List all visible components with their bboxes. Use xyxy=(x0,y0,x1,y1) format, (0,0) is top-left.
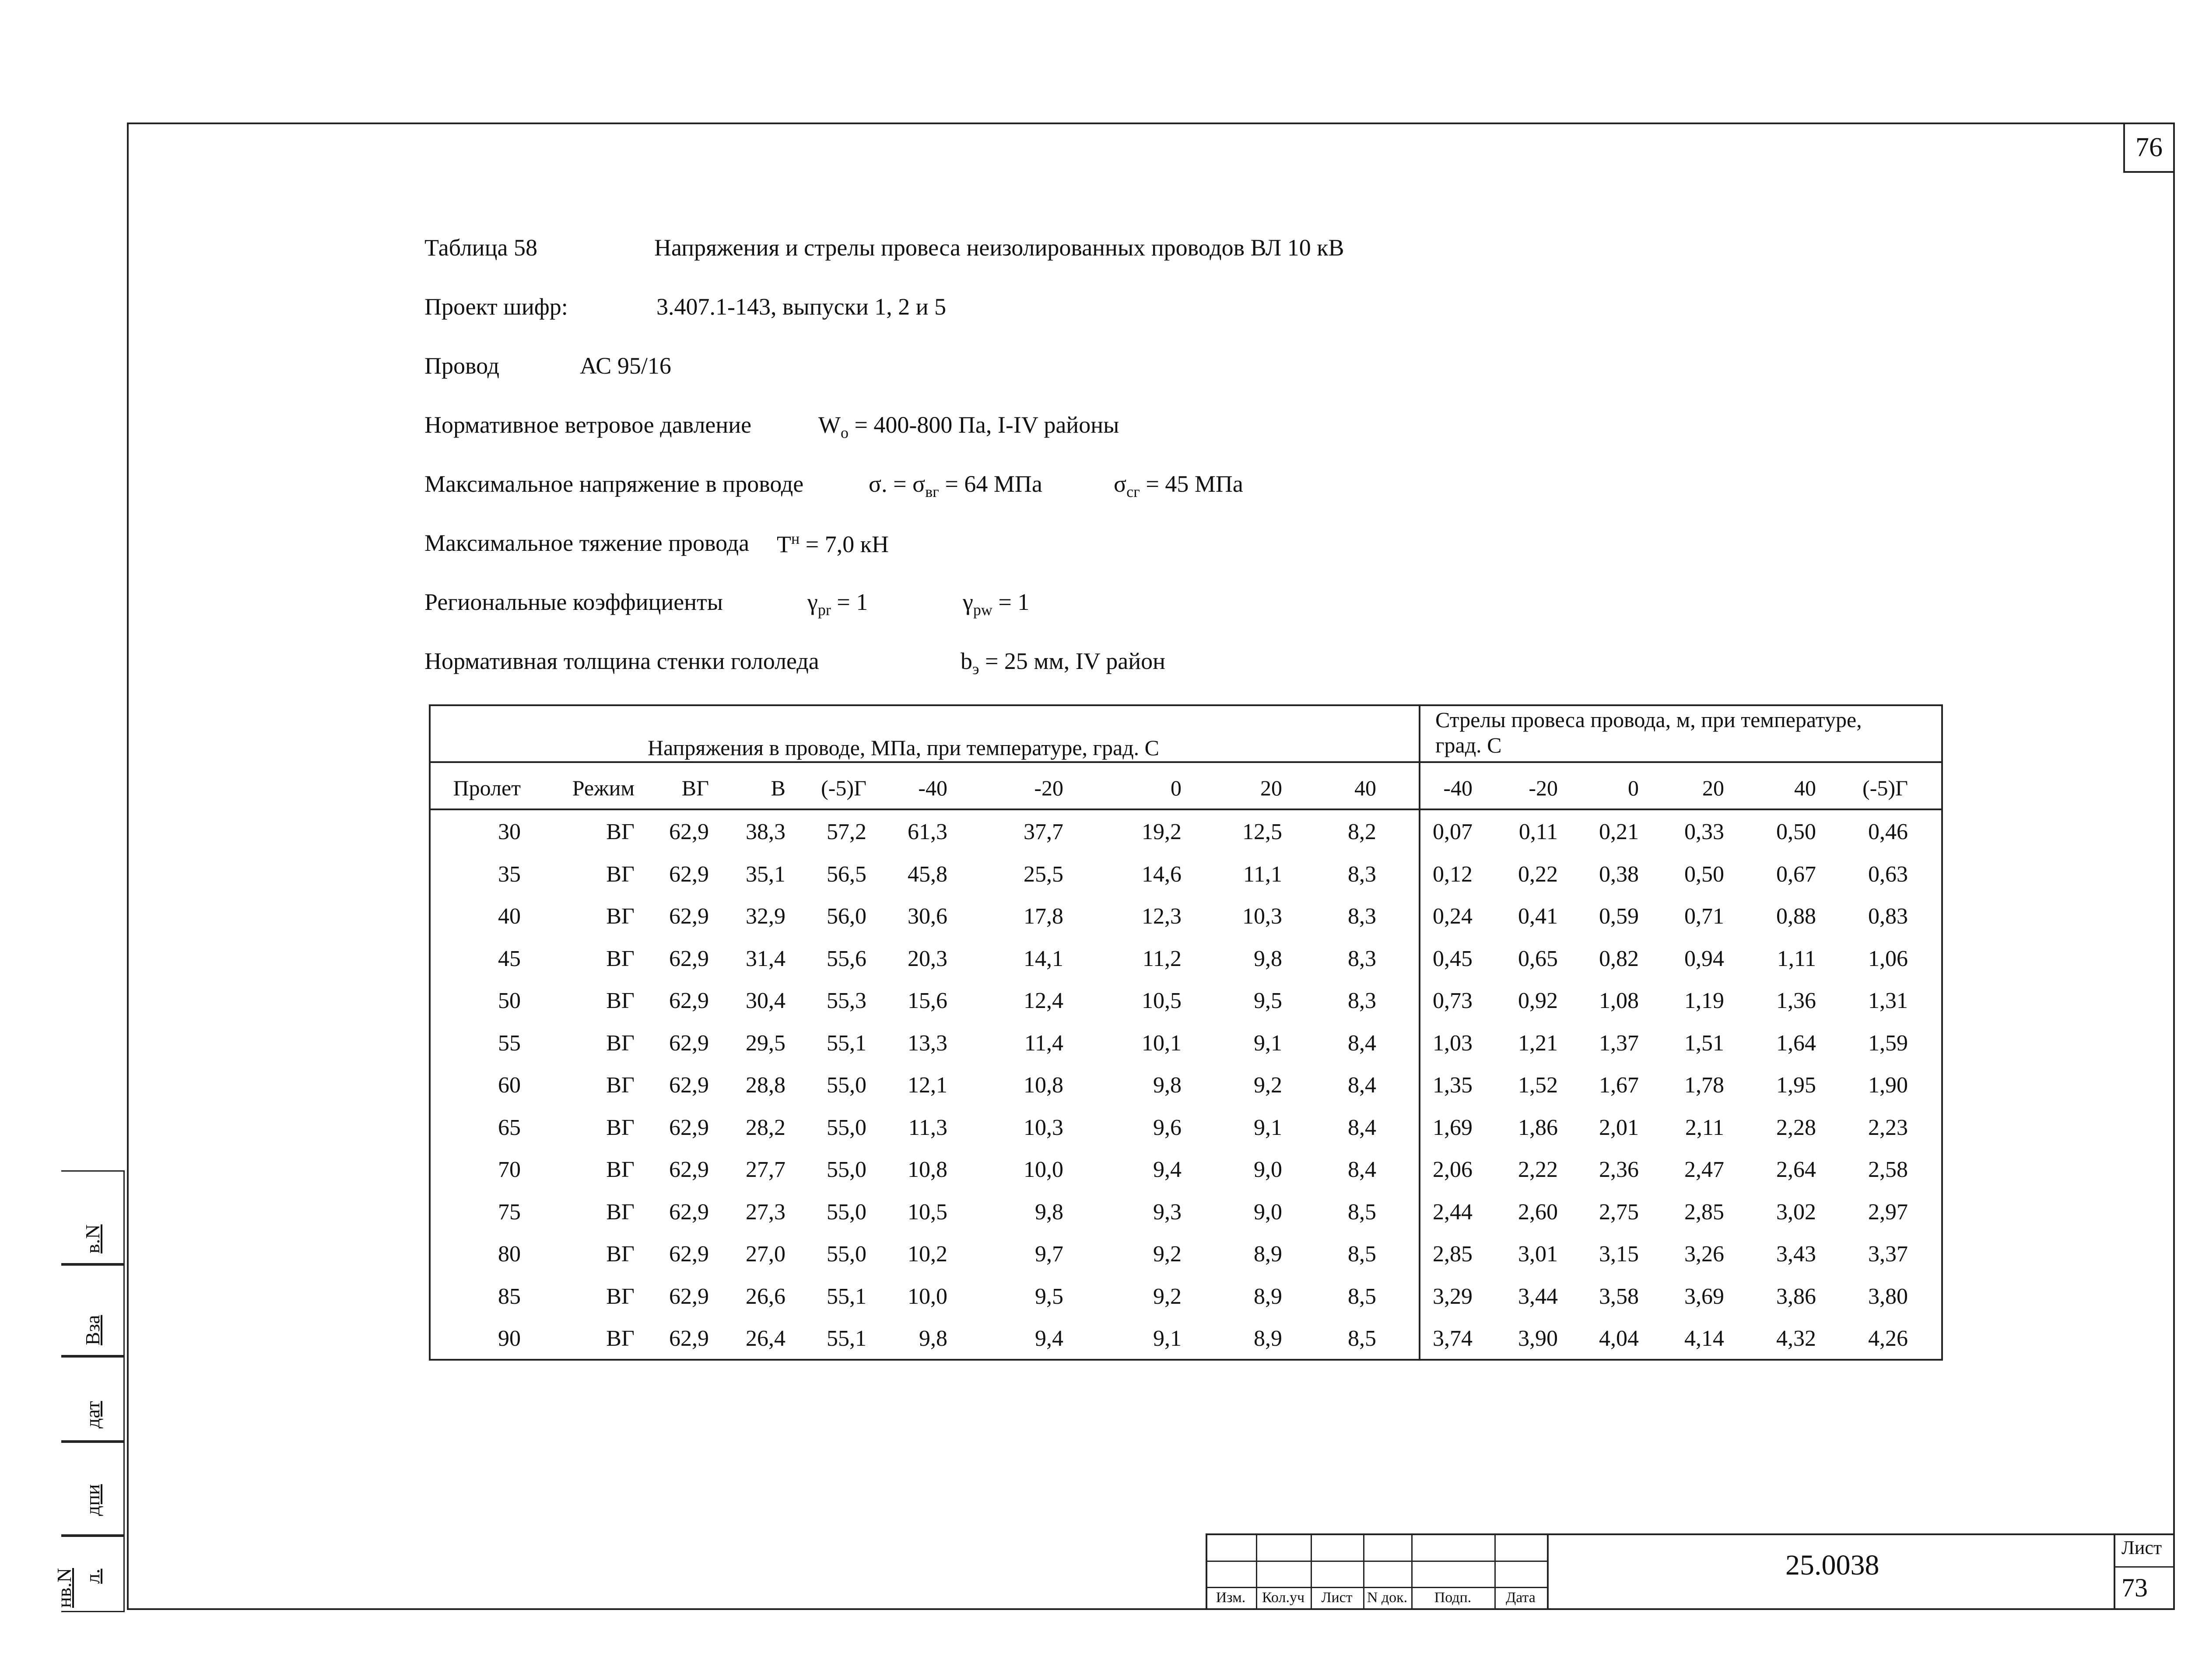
table-cell: 10,1 xyxy=(1142,1030,1182,1056)
table-cell: 11,4 xyxy=(1024,1030,1063,1056)
table-row xyxy=(429,1326,1943,1368)
table-cell: 8,5 xyxy=(1348,1326,1376,1351)
table-cell: 10,8 xyxy=(1024,1073,1063,1098)
stamp-grid-right-rule xyxy=(1547,1533,1549,1610)
table-cell: 9,8 xyxy=(1153,1073,1182,1098)
stamp-label: Подп. xyxy=(1434,1589,1472,1606)
table-cell: 1,51 xyxy=(1684,1030,1724,1056)
table-cell: 70 xyxy=(498,1157,521,1182)
table-cell: 1,03 xyxy=(1433,1030,1473,1056)
table-cell: 8,4 xyxy=(1348,1073,1376,1098)
column-header: 20 xyxy=(1260,776,1282,800)
group1-title: Напряжения в проводе, МПа, при температуре, град. С xyxy=(648,735,1159,760)
table-row xyxy=(429,819,1943,861)
table-cell: 9,0 xyxy=(1254,1199,1282,1225)
table-cell: 2,36 xyxy=(1599,1157,1639,1182)
project-value: 3.407.1-143, выпуски 1, 2 и 5 xyxy=(656,294,947,320)
stamp-label: Изм. xyxy=(1216,1589,1246,1606)
table-cell: 0,71 xyxy=(1684,904,1724,929)
table-cell: 8,3 xyxy=(1348,861,1376,887)
table-cell: 55,0 xyxy=(827,1199,866,1225)
table-cell: 1,52 xyxy=(1518,1073,1558,1098)
column-header-rule xyxy=(429,808,1943,810)
table-cell: 55,1 xyxy=(827,1326,866,1351)
table-cell: 3,44 xyxy=(1518,1284,1558,1309)
table-cell: 62,9 xyxy=(669,1030,709,1056)
table-row xyxy=(429,1030,1943,1072)
table-row xyxy=(429,1157,1943,1199)
table-cell: 9,7 xyxy=(1035,1242,1063,1267)
coef-pr: $\gamma_{pr} = 1$ xyxy=(807,589,868,619)
table-cell: 0,38 xyxy=(1599,861,1639,887)
table-cell: 8,5 xyxy=(1348,1242,1376,1267)
table-cell: 13,3 xyxy=(908,1030,947,1056)
table-cell: 3,74 xyxy=(1433,1326,1473,1351)
table-cell: 62,9 xyxy=(669,1199,709,1225)
table-cell: 1,11 xyxy=(1777,946,1816,971)
table-cell: 1,08 xyxy=(1599,988,1639,1013)
strip-label-1: в.N xyxy=(81,1224,104,1253)
column-header: -40 xyxy=(1443,776,1473,800)
table-cell: ВГ xyxy=(606,988,635,1013)
table-cell: 0,92 xyxy=(1518,988,1558,1013)
table-cell: 1,69 xyxy=(1433,1115,1473,1140)
table-cell: 62,9 xyxy=(669,1157,709,1182)
table-cell: 55 xyxy=(498,1030,521,1056)
tension-value: $T^н = 7,0$ кН xyxy=(777,530,889,557)
table-cell: 27,0 xyxy=(746,1242,785,1267)
table-cell: 65 xyxy=(498,1115,521,1140)
table-cell: 9,2 xyxy=(1153,1242,1182,1267)
table-cell: 30 xyxy=(498,819,521,844)
table-cell: 9,1 xyxy=(1153,1326,1182,1351)
table-cell: ВГ xyxy=(606,1073,635,1098)
table-cell: 0,22 xyxy=(1518,861,1558,887)
table-cell: 3,29 xyxy=(1433,1284,1473,1309)
table-cell: 55,0 xyxy=(827,1157,866,1182)
table-cell: 62,9 xyxy=(669,1073,709,1098)
table-cell: 8,9 xyxy=(1254,1284,1282,1309)
table-cell: 12,1 xyxy=(908,1073,947,1098)
table-cell: 1,19 xyxy=(1684,988,1724,1013)
table-cell: 8,3 xyxy=(1348,946,1376,971)
table-cell: 9,8 xyxy=(919,1326,947,1351)
table-cell: 8,3 xyxy=(1348,988,1376,1013)
table-cell: 2,22 xyxy=(1518,1157,1558,1182)
table-cell: 9,8 xyxy=(1254,946,1282,971)
left-margin-strip xyxy=(53,1170,125,1612)
sheet-label: Лист xyxy=(2121,1537,2162,1558)
table-cell: ВГ xyxy=(606,1030,635,1056)
coef-pw: $\gamma_{pw} = 1$ xyxy=(963,589,1030,619)
table-cell: 8,5 xyxy=(1348,1284,1376,1309)
column-header: 0 xyxy=(1171,776,1182,800)
stamp-top-rule xyxy=(1206,1533,2175,1535)
column-header: -20 xyxy=(1529,776,1558,800)
table-cell: 62,9 xyxy=(669,1115,709,1140)
table-row xyxy=(429,861,1943,903)
tension-label: Максимальное тяжение провода xyxy=(424,530,750,556)
table-cell: 0,07 xyxy=(1433,819,1473,844)
table-cell: 55,6 xyxy=(827,946,866,971)
table-cell: 40 xyxy=(498,904,521,929)
table-cell: 8,5 xyxy=(1348,1199,1376,1225)
table-cell: 28,2 xyxy=(746,1115,785,1140)
table-cell: 1,31 xyxy=(1868,988,1908,1013)
table-cell: 14,6 xyxy=(1142,861,1182,887)
table-cell: 15,6 xyxy=(908,988,947,1013)
table-cell: 0,88 xyxy=(1776,904,1816,929)
table-cell: 2,64 xyxy=(1776,1157,1816,1182)
table-cell: 35 xyxy=(498,861,521,887)
stress-value-1: σ. = $\sigma_{вг} = 64$ МПа xyxy=(869,471,1042,500)
table-cell: 62,9 xyxy=(669,946,709,971)
wire-value: АС 95/16 xyxy=(580,353,671,379)
table-cell: ВГ xyxy=(606,1199,635,1225)
sheet-number: 73 xyxy=(2121,1573,2148,1602)
wire-label: Провод xyxy=(424,353,500,379)
table-cell: 4,26 xyxy=(1868,1326,1908,1351)
table-row xyxy=(429,1072,1943,1114)
table-cell: 4,04 xyxy=(1599,1326,1639,1351)
column-header: 20 xyxy=(1702,776,1724,800)
table-cell: 0,12 xyxy=(1433,861,1473,887)
table-cell: 1,67 xyxy=(1599,1073,1639,1098)
table-cell: 2,01 xyxy=(1599,1115,1639,1140)
table-cell: ВГ xyxy=(606,1284,635,1309)
table-cell: 9,4 xyxy=(1035,1326,1063,1351)
table-cell: 26,4 xyxy=(746,1326,785,1351)
table-title: Напряжения и стрелы провеса неизолированных проводов ВЛ 10 кВ xyxy=(654,234,1344,261)
ice-value: $b_э = 25$ мм, IV район xyxy=(961,648,1166,678)
data-table-container xyxy=(429,704,1943,1361)
table-cell: 1,95 xyxy=(1776,1073,1816,1098)
table-cell: 0,94 xyxy=(1684,946,1724,971)
coef-label: Региональные коэффициенты xyxy=(424,589,723,615)
table-cell: 75 xyxy=(498,1199,521,1225)
table-cell: 55,3 xyxy=(827,988,866,1013)
title-block xyxy=(1206,1533,2175,1610)
column-header: (-5)Г xyxy=(821,776,866,800)
group2-title-line1: Стрелы провеса провода, м, при температуре, xyxy=(1435,707,1862,732)
table-cell: 9,1 xyxy=(1254,1030,1282,1056)
table-cell: 55,1 xyxy=(827,1030,866,1056)
table-cell: 37,7 xyxy=(1024,819,1063,844)
table-cell: 3,02 xyxy=(1776,1199,1816,1225)
table-cell: 2,97 xyxy=(1868,1199,1908,1225)
column-header: В xyxy=(771,776,785,800)
table-cell: 27,3 xyxy=(746,1199,785,1225)
table-cell: ВГ xyxy=(606,904,635,929)
column-header: 40 xyxy=(1794,776,1816,800)
table-cell: 2,85 xyxy=(1433,1242,1473,1267)
table-cell: 9,3 xyxy=(1153,1199,1182,1225)
table-cell: 10,0 xyxy=(1024,1157,1063,1182)
table-row xyxy=(429,1199,1943,1241)
column-header: Пролет xyxy=(453,776,521,800)
table-cell: 2,60 xyxy=(1518,1199,1558,1225)
table-cell: 8,4 xyxy=(1348,1157,1376,1182)
table-cell: 10,2 xyxy=(908,1242,947,1267)
table-cell: 62,9 xyxy=(669,1326,709,1351)
table-cell: 3,26 xyxy=(1684,1242,1724,1267)
table-cell: 9,8 xyxy=(1035,1199,1063,1225)
table-cell: 45,8 xyxy=(908,861,947,887)
stress-value-2: $\sigma_{сг} = 45$ МПа xyxy=(1114,471,1243,500)
table-cell: 30,4 xyxy=(746,988,785,1013)
table-cell: 1,64 xyxy=(1776,1030,1816,1056)
strip-label-3: дат xyxy=(81,1401,104,1428)
strip-label-4: дпи xyxy=(81,1484,104,1516)
column-header: (-5)Г xyxy=(1862,776,1908,800)
table-cell: 80 xyxy=(498,1242,521,1267)
table-cell: 2,44 xyxy=(1433,1199,1473,1225)
column-header: ВГ xyxy=(681,776,709,800)
table-cell: 1,36 xyxy=(1776,988,1816,1013)
table-cell: 12,5 xyxy=(1242,819,1282,844)
table-cell: 0,50 xyxy=(1684,861,1724,887)
table-cell: 10,5 xyxy=(1142,988,1182,1013)
table-cell: 61,3 xyxy=(908,819,947,844)
ice-label: Нормативная толщина стенки гололеда xyxy=(424,648,819,674)
table-cell: 62,9 xyxy=(669,861,709,887)
table-cell: 62,9 xyxy=(669,1242,709,1267)
table-cell: ВГ xyxy=(606,946,635,971)
wind-label: Нормативное ветровое давление xyxy=(424,412,752,438)
document-number: 25.0038 xyxy=(1785,1549,1879,1581)
table-cell: 0,67 xyxy=(1776,861,1816,887)
table-cell: 2,58 xyxy=(1868,1157,1908,1182)
table-row xyxy=(429,1115,1943,1157)
table-row xyxy=(429,988,1943,1030)
table-cell: 3,43 xyxy=(1776,1242,1816,1267)
sheet-divider xyxy=(2114,1566,2175,1568)
table-cell: 0,21 xyxy=(1599,819,1639,844)
table-row xyxy=(429,946,1943,988)
stamp-label: Дата xyxy=(1506,1589,1536,1606)
table-cell: 62,9 xyxy=(669,819,709,844)
table-cell: 1,21 xyxy=(1518,1030,1558,1056)
table-cell: 9,1 xyxy=(1254,1115,1282,1140)
table-cell: 11,2 xyxy=(1142,946,1182,971)
table-cell: 3,69 xyxy=(1684,1284,1724,1309)
table-cell: 20,3 xyxy=(908,946,947,971)
table-row xyxy=(429,1241,1943,1283)
column-header: Режим xyxy=(572,776,635,800)
table-cell: ВГ xyxy=(606,1242,635,1267)
table-cell: 9,4 xyxy=(1153,1157,1182,1182)
table-cell: 30,6 xyxy=(908,904,947,929)
table-cell: 56,0 xyxy=(827,904,866,929)
column-header: -20 xyxy=(1034,776,1063,800)
table-cell: 2,23 xyxy=(1868,1115,1908,1140)
table-cell: ВГ xyxy=(606,1115,635,1140)
stamp-row-rule xyxy=(1206,1561,1547,1562)
table-cell: 55,1 xyxy=(827,1284,866,1309)
stamp-label: Лист xyxy=(1321,1589,1353,1606)
table-cell: 60 xyxy=(498,1073,521,1098)
table-cell: 10,5 xyxy=(908,1199,947,1225)
table-cell: 0,82 xyxy=(1599,946,1639,971)
table-cell: 57,2 xyxy=(827,819,866,844)
group2-title-line2: град. С xyxy=(1435,733,1502,757)
table-cell: 0,59 xyxy=(1599,904,1639,929)
table-cell: 2,47 xyxy=(1684,1157,1724,1182)
table-cell: 0,11 xyxy=(1518,819,1558,844)
table-cell: 3,15 xyxy=(1599,1242,1639,1267)
table-cell: 9,0 xyxy=(1254,1157,1282,1182)
table-cell: 9,6 xyxy=(1153,1115,1182,1140)
table-cell: 9,5 xyxy=(1254,988,1282,1013)
table-cell: 14,1 xyxy=(1024,946,1063,971)
table-cell: 4,32 xyxy=(1776,1326,1816,1351)
table-cell: 45 xyxy=(498,946,521,971)
table-cell: 0,73 xyxy=(1433,988,1473,1013)
table-cell: 9,2 xyxy=(1254,1073,1282,1098)
table-cell: 17,8 xyxy=(1024,904,1063,929)
table-cell: ВГ xyxy=(606,1157,635,1182)
table-cell: 0,45 xyxy=(1433,946,1473,971)
stress-label: Максимальное напряжение в проводе xyxy=(424,471,804,497)
table-cell: 3,01 xyxy=(1518,1242,1558,1267)
page-number: 76 xyxy=(2123,122,2175,173)
table-cell: 50 xyxy=(498,988,521,1013)
table-cell: 90 xyxy=(498,1326,521,1351)
table-cell: 1,37 xyxy=(1599,1030,1639,1056)
table-cell: 62,9 xyxy=(669,988,709,1013)
table-cell: 4,14 xyxy=(1684,1326,1724,1351)
column-header: -40 xyxy=(918,776,947,800)
table-cell: 8,4 xyxy=(1348,1115,1376,1140)
table-cell: 2,75 xyxy=(1599,1199,1639,1225)
table-cell: 0,83 xyxy=(1868,904,1908,929)
table-cell: 0,24 xyxy=(1433,904,1473,929)
stamp-label: Кол.уч xyxy=(1262,1589,1305,1606)
table-cell: 10,0 xyxy=(908,1284,947,1309)
table-cell: 0,46 xyxy=(1868,819,1908,844)
table-cell: 2,85 xyxy=(1684,1199,1724,1225)
table-cell: 28,8 xyxy=(746,1073,785,1098)
table-cell: 1,90 xyxy=(1868,1073,1908,1098)
table-cell: 3,86 xyxy=(1776,1284,1816,1309)
column-header: 0 xyxy=(1628,776,1639,800)
table-cell: 62,9 xyxy=(669,904,709,929)
strip-cell-3 xyxy=(61,1356,125,1442)
table-cell: 3,37 xyxy=(1868,1242,1908,1267)
table-cell: 0,65 xyxy=(1518,946,1558,971)
table-cell: 12,3 xyxy=(1142,904,1182,929)
table-cell: 11,3 xyxy=(908,1115,947,1140)
table-cell: 2,06 xyxy=(1433,1157,1473,1182)
table-cell: 0,33 xyxy=(1684,819,1724,844)
strip-label-5: л. xyxy=(81,1568,104,1584)
table-cell: ВГ xyxy=(606,819,635,844)
table-cell: 27,7 xyxy=(746,1157,785,1182)
table-cell: 35,1 xyxy=(746,861,785,887)
table-cell: 55,0 xyxy=(827,1115,866,1140)
strip-label-2: Вза xyxy=(81,1315,104,1345)
table-cell: 1,35 xyxy=(1433,1073,1473,1098)
strip-label-6: нв.N xyxy=(53,1568,75,1608)
table-cell: 10,8 xyxy=(908,1157,947,1182)
table-cell: 25,5 xyxy=(1024,861,1063,887)
table-cell: 3,80 xyxy=(1868,1284,1908,1309)
table-cell: 26,6 xyxy=(746,1284,785,1309)
table-cell: 0,50 xyxy=(1776,819,1816,844)
table-cell: 55,0 xyxy=(827,1242,866,1267)
table-cell: 10,3 xyxy=(1242,904,1282,929)
table-cell: 2,28 xyxy=(1776,1115,1816,1140)
table-cell: 1,59 xyxy=(1868,1030,1908,1056)
table-cell: 0,63 xyxy=(1868,861,1908,887)
table-cell: 8,4 xyxy=(1348,1030,1376,1056)
table-cell: 8,3 xyxy=(1348,904,1376,929)
group-header-rule xyxy=(429,761,1943,763)
stamp-label: N док. xyxy=(1367,1589,1408,1606)
table-cell: 1,06 xyxy=(1868,946,1908,971)
table-cell: ВГ xyxy=(606,1326,635,1351)
table-cell: 11,1 xyxy=(1243,861,1282,887)
table-cell: 0,41 xyxy=(1518,904,1558,929)
table-label: Таблица 58 xyxy=(424,234,537,261)
table-cell: 1,86 xyxy=(1518,1115,1558,1140)
table-cell: ВГ xyxy=(606,861,635,887)
table-cell: 12,4 xyxy=(1024,988,1063,1013)
table-cell: 9,5 xyxy=(1035,1284,1063,1309)
column-header: 40 xyxy=(1354,776,1376,800)
stamp-row-rule xyxy=(1206,1587,1547,1588)
table-cell: 19,2 xyxy=(1142,819,1182,844)
table-cell: 8,9 xyxy=(1254,1242,1282,1267)
table-cell: 10,3 xyxy=(1024,1115,1063,1140)
table-cell: 31,4 xyxy=(746,946,785,971)
table-cell: 55,0 xyxy=(827,1073,866,1098)
table-cell: 3,90 xyxy=(1518,1326,1558,1351)
wind-value: $W_o = 400-800$ Па, I-IV районы xyxy=(818,412,1119,441)
table-cell: 9,2 xyxy=(1153,1284,1182,1309)
table-cell: 32,9 xyxy=(746,904,785,929)
table-cell: 62,9 xyxy=(669,1284,709,1309)
table-row xyxy=(429,903,1943,945)
table-cell: 3,58 xyxy=(1599,1284,1639,1309)
table-cell: 85 xyxy=(498,1284,521,1309)
table-cell: 1,78 xyxy=(1684,1073,1724,1098)
project-label: Проект шифр: xyxy=(424,294,568,320)
table-cell: 8,9 xyxy=(1254,1326,1282,1351)
table-cell: 38,3 xyxy=(746,819,785,844)
table-cell: 8,2 xyxy=(1348,819,1376,844)
table-cell: 29,5 xyxy=(746,1030,785,1056)
table-cell: 2,11 xyxy=(1685,1115,1724,1140)
table-cell: 56,5 xyxy=(827,861,866,887)
table-row xyxy=(429,1284,1943,1326)
